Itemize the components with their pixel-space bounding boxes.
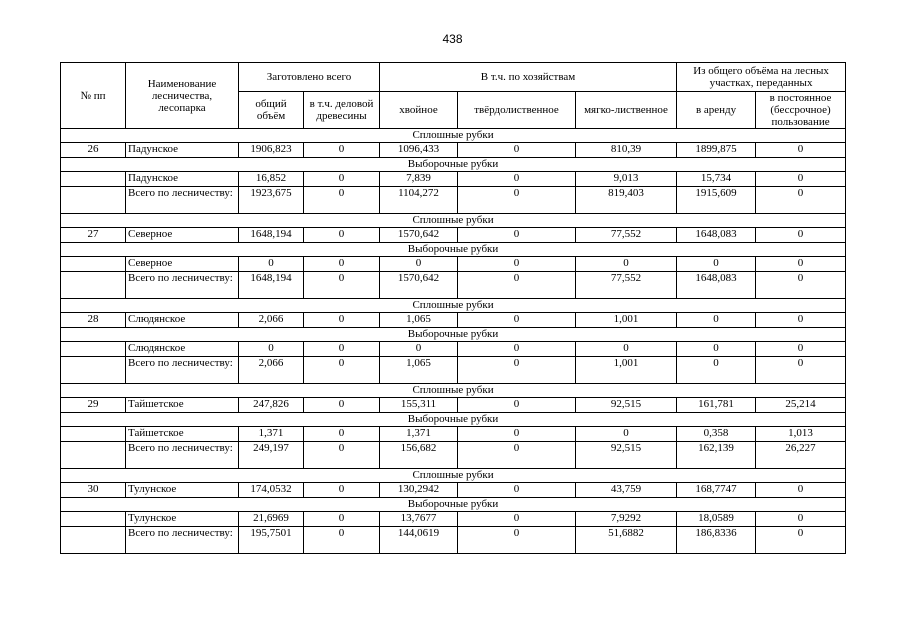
permanent-use-cell: 0: [756, 257, 846, 272]
total-volume-cell: 16,852: [239, 172, 304, 187]
forestry-name: Падунское: [126, 172, 239, 187]
header-softwood: мягко-лиственное: [576, 92, 677, 129]
forestry-name: Всего по лесничеству:: [126, 527, 239, 554]
section-label: Сплошные рубки: [61, 469, 846, 483]
permanent-use-cell: 0: [756, 342, 846, 357]
total-volume-cell: 21,6969: [239, 512, 304, 527]
softwood-cell: 0: [576, 342, 677, 357]
permanent-use-cell: 1,013: [756, 427, 846, 442]
rent-cell: 0: [677, 342, 756, 357]
row-number: 26: [61, 143, 126, 158]
rent-cell: 162,139: [677, 442, 756, 469]
business-wood-cell: 0: [304, 342, 380, 357]
total-volume-cell: 249,197: [239, 442, 304, 469]
softwood-cell: 9,013: [576, 172, 677, 187]
hardwood-cell: 0: [458, 272, 576, 299]
coniferous-cell: 0: [380, 342, 458, 357]
rent-cell: 1899,875: [677, 143, 756, 158]
coniferous-cell: 0: [380, 257, 458, 272]
total-volume-cell: 247,826: [239, 398, 304, 413]
section-row: [61, 214, 846, 228]
hardwood-cell: 0: [458, 512, 576, 527]
softwood-cell: 810,39: [576, 143, 677, 158]
total-volume-cell: 1648,194: [239, 272, 304, 299]
business-wood-cell: 0: [304, 313, 380, 328]
hardwood-cell: 0: [458, 442, 576, 469]
hardwood-cell: 0: [458, 342, 576, 357]
forestry-name: Слюдянское: [126, 342, 239, 357]
header-business-wood: в т.ч. деловой древесины: [304, 92, 380, 129]
forestry-name: Всего по лесничеству:: [126, 442, 239, 469]
forestry-name: Всего по лесничеству:: [126, 272, 239, 299]
table-body: [61, 129, 846, 554]
forestry-name: Северное: [126, 257, 239, 272]
total-row: [61, 187, 846, 214]
rent-cell: 1915,609: [677, 187, 756, 214]
row-number: [61, 357, 126, 384]
section-row: [61, 328, 846, 342]
header-total-volume: общий объём: [239, 92, 304, 129]
header-rent: в аренду: [677, 92, 756, 129]
softwood-cell: 77,552: [576, 228, 677, 243]
total-volume-cell: 1648,194: [239, 228, 304, 243]
softwood-cell: 819,403: [576, 187, 677, 214]
page-number: 438: [442, 32, 463, 46]
permanent-use-cell: 0: [756, 512, 846, 527]
table-row: [61, 512, 846, 527]
rent-cell: 161,781: [677, 398, 756, 413]
hardwood-cell: 0: [458, 172, 576, 187]
coniferous-cell: 1,065: [380, 357, 458, 384]
coniferous-cell: 155,311: [380, 398, 458, 413]
business-wood-cell: 0: [304, 398, 380, 413]
section-row: [61, 384, 846, 398]
rent-cell: 1648,083: [677, 272, 756, 299]
section-row: [61, 129, 846, 143]
table-header: [61, 63, 846, 129]
forestry-name: Всего по лесничеству:: [126, 357, 239, 384]
section-label: Сплошные рубки: [61, 129, 846, 143]
coniferous-cell: 1570,642: [380, 228, 458, 243]
section-label: Сплошные рубки: [61, 299, 846, 313]
softwood-cell: 7,9292: [576, 512, 677, 527]
permanent-use-cell: 25,214: [756, 398, 846, 413]
hardwood-cell: 0: [458, 483, 576, 498]
business-wood-cell: 0: [304, 512, 380, 527]
business-wood-cell: 0: [304, 427, 380, 442]
forestry-name: Всего по лесничеству:: [126, 187, 239, 214]
total-row: [61, 357, 846, 384]
total-volume-cell: 195,7501: [239, 527, 304, 554]
rent-cell: 0: [677, 357, 756, 384]
table-row: [61, 427, 846, 442]
row-number: [61, 187, 126, 214]
section-label: Сплошные рубки: [61, 214, 846, 228]
business-wood-cell: 0: [304, 483, 380, 498]
coniferous-cell: 1,371: [380, 427, 458, 442]
softwood-cell: 77,552: [576, 272, 677, 299]
business-wood-cell: 0: [304, 228, 380, 243]
rent-cell: 186,8336: [677, 527, 756, 554]
section-label: Выборочные рубки: [61, 498, 846, 512]
row-number: [61, 442, 126, 469]
rent-cell: 15,734: [677, 172, 756, 187]
hardwood-cell: 0: [458, 313, 576, 328]
softwood-cell: 92,515: [576, 398, 677, 413]
business-wood-cell: 0: [304, 143, 380, 158]
total-row: [61, 442, 846, 469]
softwood-cell: 92,515: [576, 442, 677, 469]
coniferous-cell: 7,839: [380, 172, 458, 187]
table-row: [61, 172, 846, 187]
coniferous-cell: 144,0619: [380, 527, 458, 554]
coniferous-cell: 1570,642: [380, 272, 458, 299]
coniferous-cell: 130,2942: [380, 483, 458, 498]
row-number: [61, 172, 126, 187]
rent-cell: 0: [677, 257, 756, 272]
permanent-use-cell: 0: [756, 527, 846, 554]
row-number: 28: [61, 313, 126, 328]
permanent-use-cell: 0: [756, 313, 846, 328]
table-row: [61, 228, 846, 243]
header-harvested-total: Заготовлено всего: [239, 63, 380, 92]
coniferous-cell: 156,682: [380, 442, 458, 469]
permanent-use-cell: 0: [756, 172, 846, 187]
permanent-use-cell: 0: [756, 187, 846, 214]
forestry-name: Тайшетское: [126, 427, 239, 442]
section-row: [61, 413, 846, 427]
header-from-total: Из общего объёма на лесных участках, переданных: [677, 63, 846, 92]
total-volume-cell: 2,066: [239, 357, 304, 384]
softwood-cell: 43,759: [576, 483, 677, 498]
business-wood-cell: 0: [304, 272, 380, 299]
section-label: Выборочные рубки: [61, 413, 846, 427]
total-row: [61, 527, 846, 554]
hardwood-cell: 0: [458, 357, 576, 384]
header-name: Наименование лесничества, лесопарка: [126, 63, 239, 129]
forest-harvest-table: [60, 62, 846, 554]
header-hardwood: твёрдолиственное: [458, 92, 576, 129]
row-number: [61, 512, 126, 527]
forestry-name: Тулунское: [126, 512, 239, 527]
table-row: [61, 398, 846, 413]
row-number: 30: [61, 483, 126, 498]
rent-cell: 168,7747: [677, 483, 756, 498]
hardwood-cell: 0: [458, 427, 576, 442]
hardwood-cell: 0: [458, 527, 576, 554]
section-label: Сплошные рубки: [61, 384, 846, 398]
permanent-use-cell: 0: [756, 143, 846, 158]
row-number: [61, 427, 126, 442]
softwood-cell: 1,001: [576, 313, 677, 328]
softwood-cell: 1,001: [576, 357, 677, 384]
table-row: [61, 143, 846, 158]
total-volume-cell: 174,0532: [239, 483, 304, 498]
table-row: [61, 342, 846, 357]
forestry-name: Северное: [126, 228, 239, 243]
row-number: [61, 272, 126, 299]
header-coniferous: хвойное: [380, 92, 458, 129]
permanent-use-cell: 26,227: [756, 442, 846, 469]
total-row: [61, 272, 846, 299]
section-row: [61, 158, 846, 172]
forestry-name: Падунское: [126, 143, 239, 158]
section-label: Выборочные рубки: [61, 158, 846, 172]
business-wood-cell: 0: [304, 442, 380, 469]
table-row: [61, 257, 846, 272]
hardwood-cell: 0: [458, 257, 576, 272]
total-volume-cell: 1,371: [239, 427, 304, 442]
permanent-use-cell: 0: [756, 357, 846, 384]
business-wood-cell: 0: [304, 527, 380, 554]
header-num: № пп: [61, 63, 126, 129]
coniferous-cell: 1,065: [380, 313, 458, 328]
forestry-name: Тайшетское: [126, 398, 239, 413]
coniferous-cell: 1096,433: [380, 143, 458, 158]
section-row: [61, 299, 846, 313]
table-row: [61, 483, 846, 498]
coniferous-cell: 1104,272: [380, 187, 458, 214]
hardwood-cell: 0: [458, 228, 576, 243]
permanent-use-cell: 0: [756, 272, 846, 299]
row-number: 29: [61, 398, 126, 413]
hardwood-cell: 0: [458, 143, 576, 158]
header-permanent: в постоянное (бессрочное) пользование: [756, 92, 846, 129]
hardwood-cell: 0: [458, 187, 576, 214]
table-row: [61, 313, 846, 328]
business-wood-cell: 0: [304, 357, 380, 384]
total-volume-cell: 1906,823: [239, 143, 304, 158]
coniferous-cell: 13,7677: [380, 512, 458, 527]
business-wood-cell: 0: [304, 257, 380, 272]
total-volume-cell: 0: [239, 257, 304, 272]
permanent-use-cell: 0: [756, 483, 846, 498]
rent-cell: 0,358: [677, 427, 756, 442]
row-number: [61, 257, 126, 272]
permanent-use-cell: 0: [756, 228, 846, 243]
business-wood-cell: 0: [304, 172, 380, 187]
section-row: [61, 243, 846, 257]
header-by-farms: В т.ч. по хозяйствам: [380, 63, 677, 92]
rent-cell: 18,0589: [677, 512, 756, 527]
total-volume-cell: 1923,675: [239, 187, 304, 214]
total-volume-cell: 0: [239, 342, 304, 357]
business-wood-cell: 0: [304, 187, 380, 214]
section-label: Выборочные рубки: [61, 328, 846, 342]
row-number: [61, 527, 126, 554]
hardwood-cell: 0: [458, 398, 576, 413]
forestry-name: Слюдянское: [126, 313, 239, 328]
row-number: 27: [61, 228, 126, 243]
section-label: Выборочные рубки: [61, 243, 846, 257]
softwood-cell: 51,6882: [576, 527, 677, 554]
softwood-cell: 0: [576, 257, 677, 272]
rent-cell: 0: [677, 313, 756, 328]
row-number: [61, 342, 126, 357]
total-volume-cell: 2,066: [239, 313, 304, 328]
rent-cell: 1648,083: [677, 228, 756, 243]
forestry-name: Тулунское: [126, 483, 239, 498]
section-row: [61, 498, 846, 512]
softwood-cell: 0: [576, 427, 677, 442]
section-row: [61, 469, 846, 483]
